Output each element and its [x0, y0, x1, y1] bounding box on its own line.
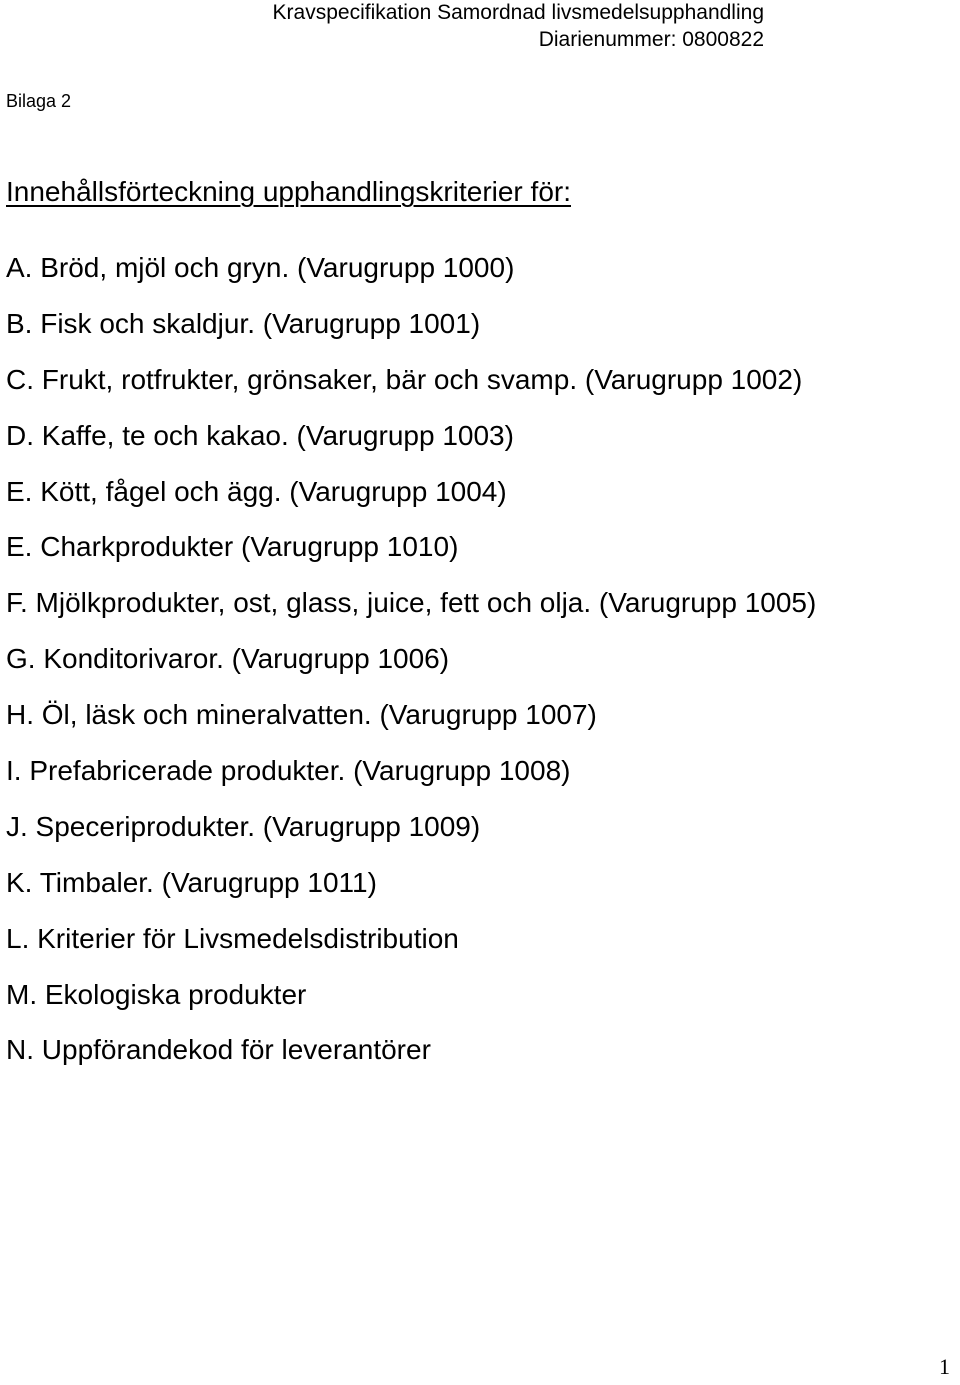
toc-item-a: A. Bröd, mjöl och gryn. (Varugrupp 1000)	[6, 252, 515, 283]
toc-item-n: N. Uppförandekod för leverantörer	[6, 1034, 431, 1066]
toc-item-f: F. Mjölkprodukter, ost, glass, juice, fett och olja. (Varugrupp 1005)	[6, 587, 817, 619]
toc-item-d: D. Kaffe, te och kakao. (Varugrupp 1003)	[6, 419, 514, 451]
toc-item-k: K. Timbaler. (Varugrupp 1011)	[6, 866, 377, 898]
toc-item-l: L. Kriterier för Livsmedelsdistribution	[6, 922, 459, 954]
annex-label: Bilaga 2	[6, 91, 72, 111]
toc-item-c: C. Frukt, rotfrukter, grönsaker, bär och svamp. (Varugrupp 1002)	[6, 363, 803, 395]
toc-item-j: J. Speceriprodukter. (Varugrupp 1009)	[6, 810, 481, 842]
toc-item-m: M. Ekologiska produkter	[6, 978, 307, 1010]
header-title: Kravspecifikation Samordnad livsmedelsupphandling	[272, 1, 764, 24]
toc-item-h: H. Öl, läsk och mineralvatten. (Varugrupp 1007)	[6, 699, 597, 731]
toc-item-b: B. Fisk och skaldjur. (Varugrupp 1001)	[6, 307, 481, 339]
toc-item-g: G. Konditorivaror. (Varugrupp 1006)	[6, 643, 450, 675]
toc-item-e-charcuterie: E. Charkprodukter (Varugrupp 1010)	[6, 531, 459, 563]
toc-title: Innehållsförteckning upphandlingskriterier för:	[6, 176, 571, 207]
page-number: 1	[939, 1354, 950, 1379]
header-diary-number: Diarienummer: 0800822	[538, 28, 764, 51]
toc-item-i: I. Prefabricerade produkter. (Varugrupp 1008)	[6, 755, 571, 787]
toc-list	[6, 251, 816, 1089]
toc-item-e-meat: E. Kött, fågel och ägg. (Varugrupp 1004)	[6, 475, 507, 507]
